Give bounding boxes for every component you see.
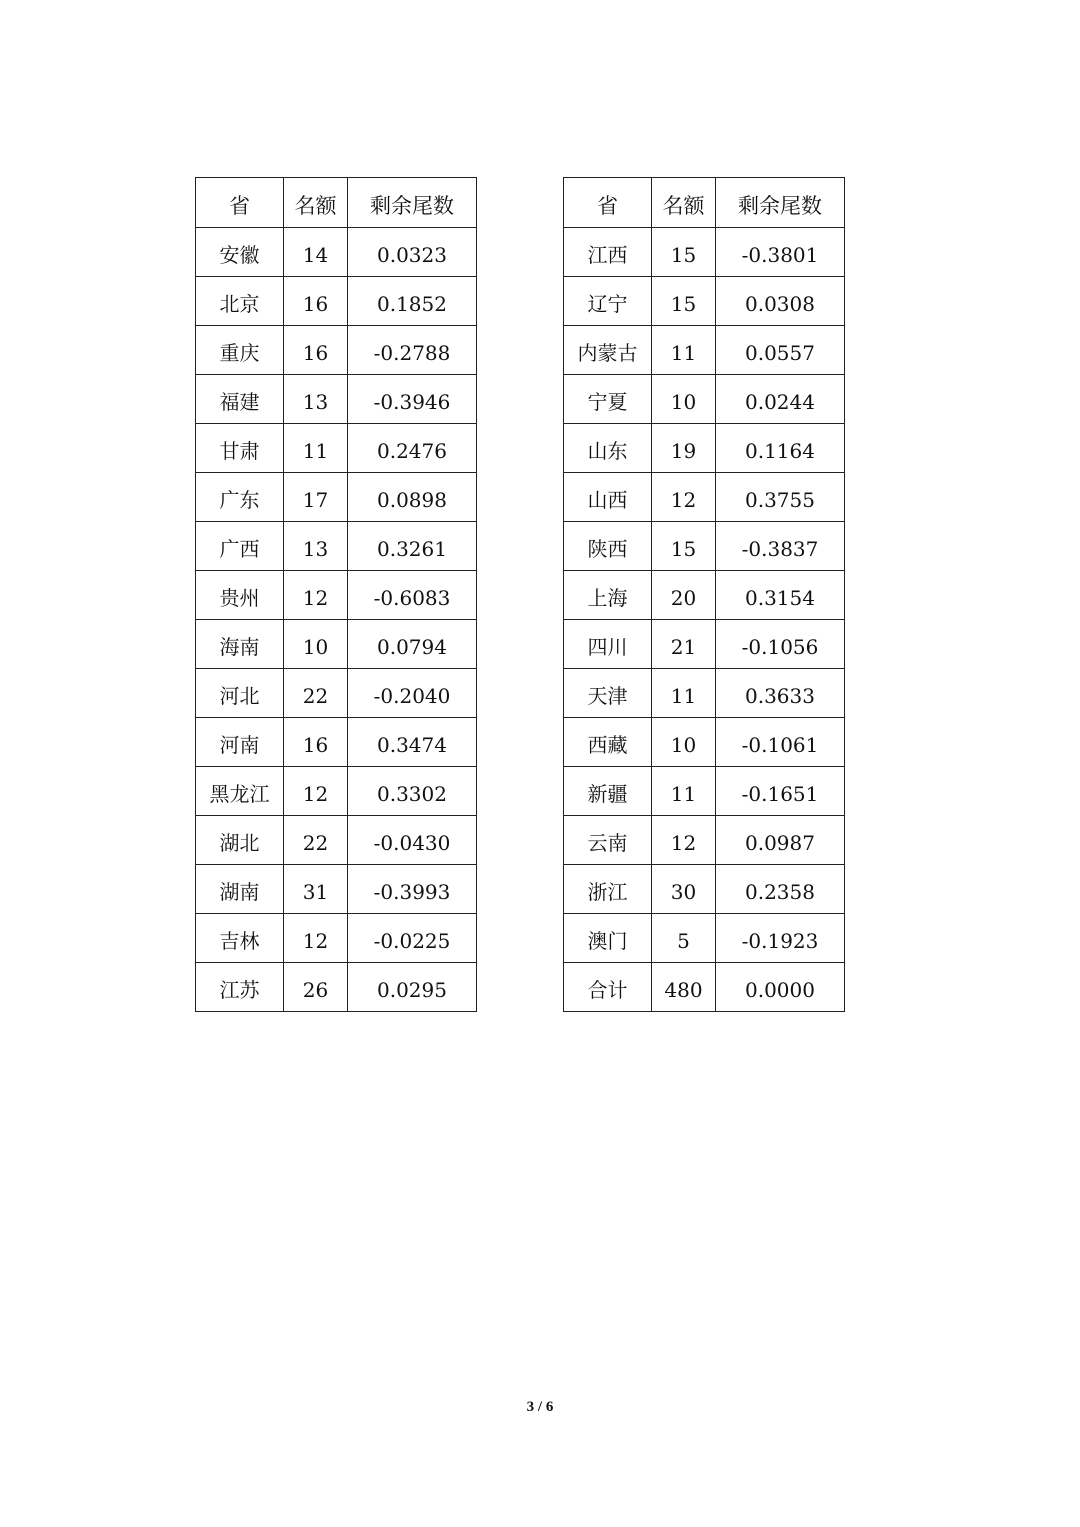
remainder-cell: 0.2358: [716, 865, 845, 914]
province-cell: 吉林: [196, 914, 284, 963]
quota-cell: 10: [284, 620, 348, 669]
remainder-cell: 0.0794: [348, 620, 477, 669]
province-cell: 山东: [564, 424, 652, 473]
remainder-cell: -0.2040: [348, 669, 477, 718]
remainder-cell: 0.1852: [348, 277, 477, 326]
table-row: [196, 571, 477, 620]
table-row: [564, 375, 845, 424]
remainder-cell: 0.2476: [348, 424, 477, 473]
province-cell: 上海: [564, 571, 652, 620]
remainder-cell: 0.0308: [716, 277, 845, 326]
page-number: 3 / 6: [526, 1399, 554, 1415]
table-row: [196, 865, 477, 914]
quota-table-right: [563, 177, 845, 1012]
remainder-cell: 0.3302: [348, 767, 477, 816]
table-row: [196, 277, 477, 326]
province-cell: 贵州: [196, 571, 284, 620]
quota-cell: 12: [652, 473, 716, 522]
province-cell: 湖南: [196, 865, 284, 914]
remainder-cell: 0.0557: [716, 326, 845, 375]
remainder-cell: -0.3946: [348, 375, 477, 424]
quota-cell: 11: [652, 669, 716, 718]
province-cell: 宁夏: [564, 375, 652, 424]
table-row: [196, 522, 477, 571]
remainder-cell: -0.1651: [716, 767, 845, 816]
remainder-cell: 0.3154: [716, 571, 845, 620]
quota-cell: 15: [652, 522, 716, 571]
quota-table-left: [195, 177, 477, 1012]
table-row: [564, 473, 845, 522]
table-row: [564, 326, 845, 375]
remainder-cell: 0.0898: [348, 473, 477, 522]
header-province: 省: [564, 178, 652, 228]
table-row: [196, 228, 477, 277]
quota-cell: 13: [284, 375, 348, 424]
table-row: [564, 424, 845, 473]
header-province: 省: [196, 178, 284, 228]
table-row: [564, 522, 845, 571]
remainder-cell: -0.3801: [716, 228, 845, 277]
table-row: [564, 718, 845, 767]
province-cell: 广西: [196, 522, 284, 571]
remainder-cell: -0.1056: [716, 620, 845, 669]
remainder-cell: -0.3837: [716, 522, 845, 571]
remainder-cell: 0.3633: [716, 669, 845, 718]
province-cell: 北京: [196, 277, 284, 326]
province-cell: 内蒙古: [564, 326, 652, 375]
quota-cell: 11: [652, 326, 716, 375]
province-cell: 合计: [564, 963, 652, 1012]
table-row: [564, 865, 845, 914]
province-cell: 广东: [196, 473, 284, 522]
remainder-cell: -0.3993: [348, 865, 477, 914]
remainder-cell: 0.0323: [348, 228, 477, 277]
province-cell: 福建: [196, 375, 284, 424]
table-body-left: [196, 228, 477, 1012]
header-quota: 名额: [652, 178, 716, 228]
quota-cell: 22: [284, 816, 348, 865]
quota-cell: 19: [652, 424, 716, 473]
remainder-cell: -0.2788: [348, 326, 477, 375]
quota-cell: 26: [284, 963, 348, 1012]
remainder-cell: 0.0987: [716, 816, 845, 865]
table-row: [196, 914, 477, 963]
table-row: [564, 571, 845, 620]
quota-cell: 30: [652, 865, 716, 914]
quota-cell: 16: [284, 277, 348, 326]
quota-cell: 31: [284, 865, 348, 914]
quota-cell: 13: [284, 522, 348, 571]
table-row: [196, 424, 477, 473]
table-row: [196, 767, 477, 816]
remainder-cell: -0.6083: [348, 571, 477, 620]
province-cell: 四川: [564, 620, 652, 669]
quota-cell: 5: [652, 914, 716, 963]
quota-cell: 12: [284, 571, 348, 620]
province-cell: 湖北: [196, 816, 284, 865]
province-cell: 重庆: [196, 326, 284, 375]
province-cell: 澳门: [564, 914, 652, 963]
table-body-right: [564, 228, 845, 1012]
table-row: [196, 963, 477, 1012]
province-cell: 西藏: [564, 718, 652, 767]
province-cell: 江苏: [196, 963, 284, 1012]
remainder-cell: 0.3474: [348, 718, 477, 767]
table-row: [564, 228, 845, 277]
table-row: [196, 375, 477, 424]
province-cell: 河北: [196, 669, 284, 718]
remainder-cell: 0.0244: [716, 375, 845, 424]
table-row: [564, 620, 845, 669]
table-row: [196, 473, 477, 522]
remainder-cell: -0.1923: [716, 914, 845, 963]
header-remainder: 剩余尾数: [716, 178, 845, 228]
province-cell: 江西: [564, 228, 652, 277]
quota-cell: 16: [284, 326, 348, 375]
remainder-cell: 0.3261: [348, 522, 477, 571]
province-cell: 山西: [564, 473, 652, 522]
remainder-cell: -0.1061: [716, 718, 845, 767]
quota-cell: 12: [284, 767, 348, 816]
quota-cell: 10: [652, 375, 716, 424]
table-row: [564, 816, 845, 865]
table-row: [196, 620, 477, 669]
province-cell: 新疆: [564, 767, 652, 816]
quota-cell: 11: [652, 767, 716, 816]
province-cell: 浙江: [564, 865, 652, 914]
table-row: [564, 914, 845, 963]
remainder-cell: 0.0000: [716, 963, 845, 1012]
quota-cell: 10: [652, 718, 716, 767]
table-row: [564, 277, 845, 326]
province-cell: 天津: [564, 669, 652, 718]
quota-cell: 14: [284, 228, 348, 277]
table-row: [196, 669, 477, 718]
quota-cell: 480: [652, 963, 716, 1012]
quota-cell: 11: [284, 424, 348, 473]
remainder-cell: 0.1164: [716, 424, 845, 473]
province-cell: 黑龙江: [196, 767, 284, 816]
quota-cell: 20: [652, 571, 716, 620]
table-row: [564, 669, 845, 718]
table-header-row: [564, 178, 845, 228]
province-cell: 安徽: [196, 228, 284, 277]
quota-cell: 17: [284, 473, 348, 522]
remainder-cell: -0.0225: [348, 914, 477, 963]
quota-cell: 15: [652, 228, 716, 277]
quota-cell: 12: [652, 816, 716, 865]
remainder-cell: -0.0430: [348, 816, 477, 865]
quota-cell: 12: [284, 914, 348, 963]
province-cell: 河南: [196, 718, 284, 767]
table-row: [196, 326, 477, 375]
province-cell: 云南: [564, 816, 652, 865]
table-row: [564, 767, 845, 816]
quota-cell: 15: [652, 277, 716, 326]
table-row: [196, 718, 477, 767]
province-cell: 辽宁: [564, 277, 652, 326]
remainder-cell: 0.0295: [348, 963, 477, 1012]
remainder-cell: 0.3755: [716, 473, 845, 522]
quota-cell: 22: [284, 669, 348, 718]
table-row: [196, 816, 477, 865]
table-header-row: [196, 178, 477, 228]
header-remainder: 剩余尾数: [348, 178, 477, 228]
province-cell: 海南: [196, 620, 284, 669]
table-row: [564, 963, 845, 1012]
quota-cell: 16: [284, 718, 348, 767]
province-cell: 甘肃: [196, 424, 284, 473]
province-cell: 陕西: [564, 522, 652, 571]
header-quota: 名额: [284, 178, 348, 228]
quota-cell: 21: [652, 620, 716, 669]
